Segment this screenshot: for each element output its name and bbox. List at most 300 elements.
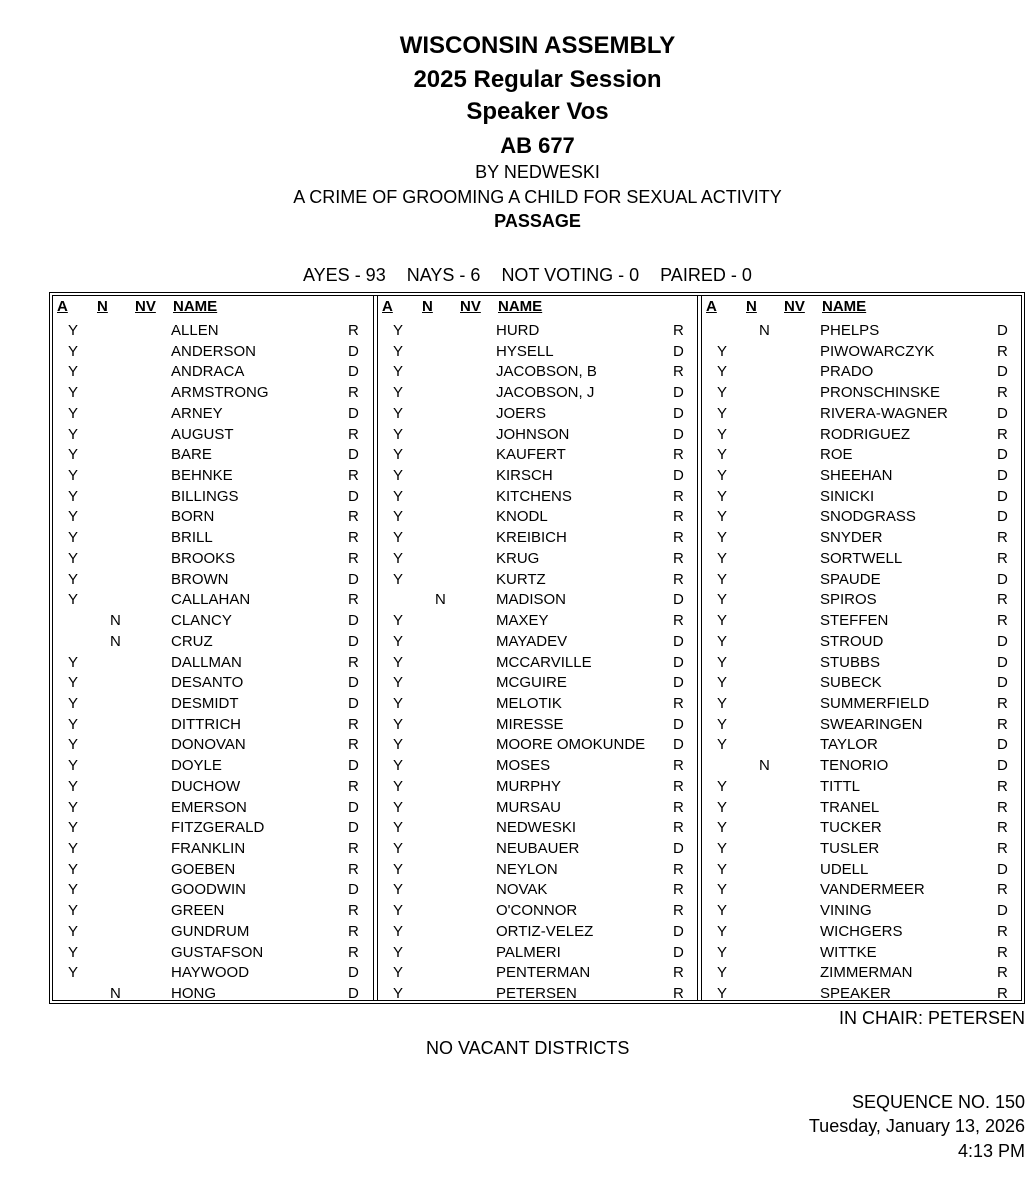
table-row xyxy=(378,383,698,404)
vote-rows xyxy=(702,321,1022,1005)
table-row xyxy=(53,653,373,674)
member-party: R xyxy=(673,487,684,505)
member-party: D xyxy=(348,985,359,1002)
table-row xyxy=(53,632,373,653)
vote-aye: Y xyxy=(393,964,404,982)
vote-aye: Y xyxy=(717,653,728,671)
member-party: R xyxy=(997,694,1008,712)
member-party: R xyxy=(997,529,1008,547)
member-party: R xyxy=(673,549,684,567)
vote-aye: Y xyxy=(717,342,728,360)
table-row xyxy=(378,653,698,674)
table-row xyxy=(53,528,373,549)
member-party: D xyxy=(997,508,1008,526)
member-party: D xyxy=(673,715,684,733)
table-row xyxy=(702,653,1022,674)
table-row xyxy=(53,984,373,1005)
member-party: D xyxy=(673,591,684,609)
vote-aye: Y xyxy=(68,342,79,360)
member-party: R xyxy=(673,570,684,588)
table-row xyxy=(702,425,1022,446)
table-row xyxy=(702,756,1022,777)
vote-aye: Y xyxy=(717,736,728,754)
member-name: TENORIO xyxy=(820,757,889,775)
member-name: SWEARINGEN xyxy=(820,715,923,733)
member-name: MADISON xyxy=(496,591,567,609)
table-row xyxy=(53,798,373,819)
member-name: BILLINGS xyxy=(171,487,239,505)
vote-nay: N xyxy=(110,632,121,650)
vote-aye: Y xyxy=(717,985,728,1002)
bill-subject: A CRIME OF GROOMING A CHILD FOR SEXUAL ACTIVITY xyxy=(293,187,782,207)
member-name: BROWN xyxy=(171,570,229,588)
vote-aye: Y xyxy=(68,798,79,816)
table-row xyxy=(702,632,1022,653)
member-name: WICHGERS xyxy=(820,922,903,940)
member-party: R xyxy=(673,964,684,982)
member-party: D xyxy=(997,404,1008,422)
member-party: D xyxy=(997,570,1008,588)
table-row xyxy=(702,860,1022,881)
member-name: BRILL xyxy=(171,529,213,547)
column-header xyxy=(378,298,698,318)
vote-aye: Y xyxy=(393,653,404,671)
member-name: CRUZ xyxy=(171,632,213,650)
member-name: KITCHENS xyxy=(496,487,572,505)
member-name: FRANKLIN xyxy=(171,839,246,857)
vote-aye: Y xyxy=(393,322,404,339)
member-name: CLANCY xyxy=(171,612,232,630)
member-name: NEYLON xyxy=(496,860,558,878)
table-row xyxy=(702,445,1022,466)
member-name: JACOBSON, B xyxy=(496,363,597,381)
table-row xyxy=(702,798,1022,819)
member-party: D xyxy=(348,694,359,712)
table-row xyxy=(378,507,698,528)
vote-aye: Y xyxy=(68,674,79,692)
member-name: PIWOWARCZYK xyxy=(820,342,935,360)
table-row xyxy=(53,611,373,632)
vote-aye: Y xyxy=(393,839,404,857)
member-party: R xyxy=(997,819,1008,837)
session-title: 2025 Regular Session xyxy=(413,66,662,93)
vote-aye: Y xyxy=(68,549,79,567)
member-party: D xyxy=(348,446,359,464)
vote-aye: Y xyxy=(393,736,404,754)
member-party: D xyxy=(997,860,1008,878)
vote-time: 4:13 PM xyxy=(957,1141,1025,1161)
member-name: TRANEL xyxy=(820,798,880,816)
vote-rows xyxy=(378,321,698,1005)
member-party: R xyxy=(348,467,359,485)
member-name: STUBBS xyxy=(820,653,881,671)
member-name: BROOKS xyxy=(171,549,236,567)
chamber-title: WISCONSIN ASSEMBLY xyxy=(399,32,676,59)
member-name: KIRSCH xyxy=(496,467,553,485)
header-name: NAME xyxy=(822,298,867,315)
vote-aye: Y xyxy=(717,839,728,857)
member-name: PRADO xyxy=(820,363,874,381)
vote-aye: Y xyxy=(68,508,79,526)
member-name: WITTKE xyxy=(820,943,877,961)
table-row xyxy=(378,798,698,819)
member-name: ZIMMERMAN xyxy=(820,964,913,982)
table-row xyxy=(378,922,698,943)
vote-aye: Y xyxy=(393,860,404,878)
member-party: R xyxy=(348,922,359,940)
header-a: A xyxy=(382,298,393,315)
table-row xyxy=(53,839,373,860)
vote-aye: Y xyxy=(717,363,728,381)
table-row xyxy=(702,715,1022,736)
member-name: DONOVAN xyxy=(171,736,246,754)
vote-aye: Y xyxy=(393,549,404,567)
table-row xyxy=(378,901,698,922)
member-party: D xyxy=(997,736,1008,754)
vote-aye: Y xyxy=(393,570,404,588)
member-name: DESMIDT xyxy=(171,694,239,712)
member-party: R xyxy=(673,322,684,339)
member-party: D xyxy=(348,964,359,982)
member-name: MIRESSE xyxy=(496,715,564,733)
table-row xyxy=(702,880,1022,901)
vote-aye: Y xyxy=(717,860,728,878)
member-party: R xyxy=(673,881,684,899)
vote-aye: Y xyxy=(68,570,79,588)
member-name: VANDERMEER xyxy=(820,881,925,899)
table-row xyxy=(702,383,1022,404)
vote-aye: Y xyxy=(717,467,728,485)
table-row xyxy=(702,487,1022,508)
member-name: MELOTIK xyxy=(496,694,562,712)
member-name: MOSES xyxy=(496,757,551,775)
member-party: D xyxy=(348,798,359,816)
vote-aye: Y xyxy=(68,425,79,443)
member-party: R xyxy=(997,777,1008,795)
vote-aye: Y xyxy=(68,943,79,961)
member-party: D xyxy=(673,674,684,692)
table-row xyxy=(53,487,373,508)
member-party: R xyxy=(673,777,684,795)
member-party: R xyxy=(348,715,359,733)
paired-count: PAIRED - 0 xyxy=(660,265,752,285)
in-chair: IN CHAIR: PETERSEN xyxy=(838,1008,1025,1028)
header-nv: NV xyxy=(460,298,481,315)
member-name: SUMMERFIELD xyxy=(820,694,930,712)
vote-aye: Y xyxy=(393,342,404,360)
table-row xyxy=(702,362,1022,383)
table-row xyxy=(702,342,1022,363)
column-divider xyxy=(373,295,374,1001)
member-party: R xyxy=(348,902,359,920)
table-row xyxy=(702,611,1022,632)
vote-aye: Y xyxy=(393,529,404,547)
vote-column-1 xyxy=(53,296,373,1002)
member-party: R xyxy=(997,715,1008,733)
column-header xyxy=(53,298,373,318)
table-row xyxy=(702,735,1022,756)
vote-aye: Y xyxy=(68,591,79,609)
member-party: D xyxy=(997,902,1008,920)
member-name: ARMSTRONG xyxy=(171,384,269,402)
member-name: RODRIGUEZ xyxy=(820,425,910,443)
member-name: MURSAU xyxy=(496,798,562,816)
member-name: DUCHOW xyxy=(171,777,241,795)
vote-date: Tuesday, January 13, 2026 xyxy=(808,1116,1025,1136)
vote-aye: Y xyxy=(717,777,728,795)
member-party: R xyxy=(348,943,359,961)
table-row xyxy=(702,963,1022,984)
member-name: NEUBAUER xyxy=(496,839,580,857)
member-name: SNODGRASS xyxy=(820,508,916,526)
member-party: D xyxy=(348,612,359,630)
member-name: SHEEHAN xyxy=(820,467,893,485)
member-name: FITZGERALD xyxy=(171,819,265,837)
vote-nay: N xyxy=(435,591,446,609)
member-name: PETERSEN xyxy=(496,985,577,1002)
header-name: NAME xyxy=(498,298,543,315)
table-row xyxy=(53,860,373,881)
table-row xyxy=(378,321,698,342)
member-party: D xyxy=(348,487,359,505)
table-row xyxy=(53,507,373,528)
member-party: R xyxy=(997,591,1008,609)
member-party: R xyxy=(997,425,1008,443)
vote-aye: Y xyxy=(717,964,728,982)
table-row xyxy=(53,777,373,798)
vote-aye: Y xyxy=(393,467,404,485)
member-name: DESANTO xyxy=(171,674,244,692)
member-name: DALLMAN xyxy=(171,653,242,671)
member-name: BORN xyxy=(171,508,215,526)
member-party: R xyxy=(673,363,684,381)
member-party: R xyxy=(673,860,684,878)
member-party: D xyxy=(348,881,359,899)
table-row xyxy=(378,673,698,694)
vote-aye: Y xyxy=(393,612,404,630)
member-name: PRONSCHINSKE xyxy=(820,384,941,402)
member-name: GOEBEN xyxy=(171,860,236,878)
table-row xyxy=(53,425,373,446)
member-name: NEDWESKI xyxy=(496,819,577,837)
member-name: SUBECK xyxy=(820,674,882,692)
vote-aye: Y xyxy=(393,902,404,920)
vote-aye: Y xyxy=(68,964,79,982)
vote-rows xyxy=(53,321,373,1005)
table-row xyxy=(378,445,698,466)
header-n: N xyxy=(97,298,108,315)
member-party: R xyxy=(348,653,359,671)
table-row xyxy=(53,383,373,404)
member-name: GUSTAFSON xyxy=(171,943,264,961)
vote-aye: Y xyxy=(393,798,404,816)
table-row xyxy=(702,466,1022,487)
table-row xyxy=(702,549,1022,570)
member-name: ANDERSON xyxy=(171,342,257,360)
header-nv: NV xyxy=(784,298,805,315)
vote-aye: Y xyxy=(393,487,404,505)
member-name: ANDRACA xyxy=(171,363,245,381)
member-party: R xyxy=(673,508,684,526)
vote-aye: Y xyxy=(68,922,79,940)
member-name: UDELL xyxy=(820,860,869,878)
member-name: KRUG xyxy=(496,549,540,567)
member-party: D xyxy=(997,363,1008,381)
member-name: KAUFERT xyxy=(496,446,566,464)
header-n: N xyxy=(746,298,757,315)
member-name: JOERS xyxy=(496,404,547,422)
member-name: MCCARVILLE xyxy=(496,653,592,671)
vote-aye: Y xyxy=(717,632,728,650)
member-party: R xyxy=(348,529,359,547)
table-row xyxy=(702,404,1022,425)
member-name: MAYADEV xyxy=(496,632,568,650)
member-name: TAYLOR xyxy=(820,736,878,754)
member-name: MURPHY xyxy=(496,777,562,795)
vote-aye: Y xyxy=(717,487,728,505)
member-name: SPEAKER xyxy=(820,985,891,1002)
member-name: KREIBICH xyxy=(496,529,567,547)
vote-aye: Y xyxy=(68,694,79,712)
not-voting-count: NOT VOTING - 0 xyxy=(501,265,640,285)
vote-aye: Y xyxy=(717,819,728,837)
table-row xyxy=(378,404,698,425)
vote-aye: Y xyxy=(717,446,728,464)
table-row xyxy=(378,818,698,839)
vote-aye: Y xyxy=(393,384,404,402)
member-name: STEFFEN xyxy=(820,612,889,630)
vote-aye: Y xyxy=(393,425,404,443)
table-row xyxy=(53,445,373,466)
vote-aye: Y xyxy=(393,881,404,899)
vote-aye: Y xyxy=(68,322,79,339)
member-name: VINING xyxy=(820,902,872,920)
header-a: A xyxy=(57,298,68,315)
vote-aye: Y xyxy=(393,446,404,464)
member-party: R xyxy=(997,549,1008,567)
vote-aye: Y xyxy=(68,404,79,422)
header-a: A xyxy=(706,298,717,315)
vote-nay: N xyxy=(759,757,770,775)
member-name: PENTERMAN xyxy=(496,964,591,982)
member-name: BEHNKE xyxy=(171,467,233,485)
sequence-number: SEQUENCE NO. 150 xyxy=(851,1092,1025,1112)
table-row xyxy=(378,839,698,860)
vote-aye: Y xyxy=(68,446,79,464)
member-party: R xyxy=(673,446,684,464)
vote-aye: Y xyxy=(393,777,404,795)
table-row xyxy=(53,735,373,756)
member-name: PALMERI xyxy=(496,943,561,961)
vote-aye: Y xyxy=(717,902,728,920)
member-party: D xyxy=(997,487,1008,505)
table-row xyxy=(378,694,698,715)
table-row xyxy=(702,839,1022,860)
member-name: DITTRICH xyxy=(171,715,241,733)
member-party: D xyxy=(673,922,684,940)
table-row xyxy=(702,922,1022,943)
vote-aye: Y xyxy=(717,549,728,567)
table-row xyxy=(702,818,1022,839)
member-name: SPAUDE xyxy=(820,570,881,588)
table-row xyxy=(53,922,373,943)
member-party: R xyxy=(348,384,359,402)
table-row xyxy=(53,715,373,736)
bill-number: AB 677 xyxy=(500,133,575,158)
vote-aye: Y xyxy=(717,384,728,402)
member-party: D xyxy=(997,653,1008,671)
vote-aye: Y xyxy=(717,591,728,609)
vote-aye: Y xyxy=(393,694,404,712)
member-name: ALLEN xyxy=(171,322,219,339)
member-party: D xyxy=(673,404,684,422)
vote-aye: Y xyxy=(68,384,79,402)
table-row xyxy=(702,590,1022,611)
member-name: TITTL xyxy=(820,777,860,795)
vote-aye: Y xyxy=(717,674,728,692)
vote-aye: Y xyxy=(393,632,404,650)
member-party: R xyxy=(673,694,684,712)
member-party: R xyxy=(997,342,1008,360)
table-row xyxy=(702,901,1022,922)
vote-aye: Y xyxy=(68,467,79,485)
column-header xyxy=(702,298,1022,318)
member-party: D xyxy=(997,674,1008,692)
vote-action: PASSAGE xyxy=(494,211,581,231)
table-row xyxy=(702,528,1022,549)
table-row xyxy=(53,362,373,383)
vote-aye: Y xyxy=(717,798,728,816)
vote-aye: Y xyxy=(717,529,728,547)
table-row xyxy=(378,549,698,570)
member-party: R xyxy=(997,612,1008,630)
member-name: HONG xyxy=(171,985,216,1002)
member-name: HYSELL xyxy=(496,342,554,360)
member-party: R xyxy=(997,798,1008,816)
member-party: R xyxy=(348,860,359,878)
member-party: R xyxy=(348,839,359,857)
member-name: BARE xyxy=(171,446,212,464)
table-row xyxy=(378,487,698,508)
member-name: GUNDRUM xyxy=(171,922,250,940)
vote-aye: Y xyxy=(68,653,79,671)
roll-call-table xyxy=(49,292,1025,1004)
member-party: D xyxy=(673,467,684,485)
member-party: D xyxy=(997,446,1008,464)
member-name: CALLAHAN xyxy=(171,591,251,609)
vote-aye: Y xyxy=(717,715,728,733)
bill-author: BY NEDWESKI xyxy=(475,162,600,182)
vote-tally xyxy=(303,265,768,286)
table-row xyxy=(53,342,373,363)
vote-aye: Y xyxy=(393,404,404,422)
vacant-districts: NO VACANT DISTRICTS xyxy=(426,1038,630,1058)
member-name: STROUD xyxy=(820,632,884,650)
member-party: R xyxy=(997,985,1008,1002)
member-party: D xyxy=(673,384,684,402)
table-row xyxy=(378,777,698,798)
vote-aye: Y xyxy=(393,363,404,381)
table-row xyxy=(53,404,373,425)
table-row xyxy=(378,342,698,363)
member-name: SPIROS xyxy=(820,591,877,609)
member-name: DOYLE xyxy=(171,757,222,775)
member-party: D xyxy=(673,943,684,961)
vote-aye: Y xyxy=(393,943,404,961)
member-name: TUCKER xyxy=(820,819,882,837)
header-n: N xyxy=(422,298,433,315)
table-row xyxy=(378,466,698,487)
